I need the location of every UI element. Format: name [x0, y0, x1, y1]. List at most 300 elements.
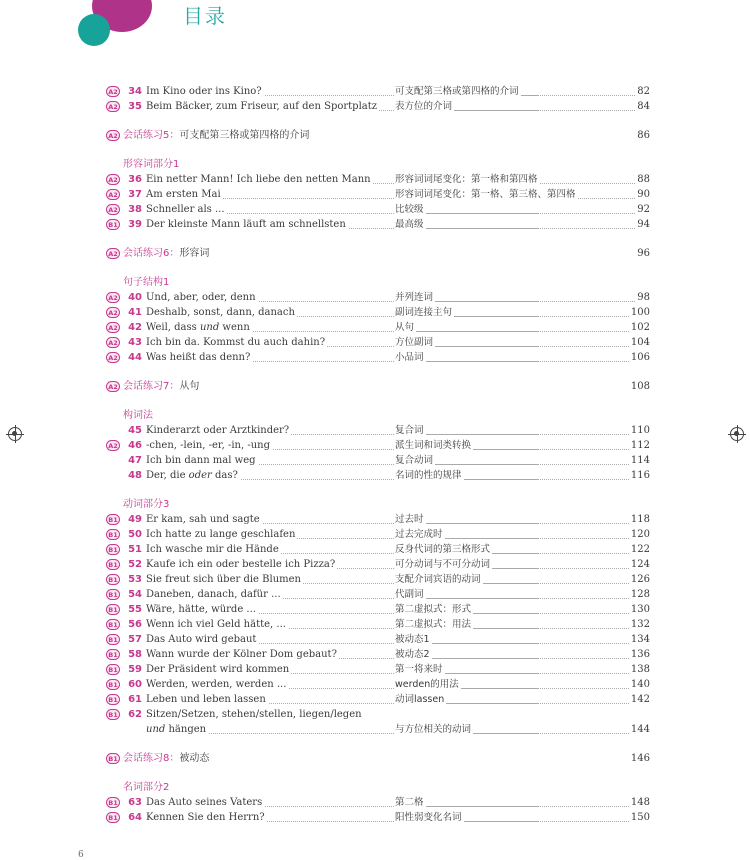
page-number — [620, 572, 650, 587]
page-number-text: 114 — [630, 455, 650, 466]
exercise-topic: 可支配第三格或第四格的介词 — [179, 130, 310, 141]
chinese-topic-text: 名词的性的规律 — [395, 470, 462, 481]
chapter-title-text: Wäre, hätte, würde ... — [146, 604, 256, 615]
toc-exercise-row[interactable] — [0, 246, 750, 261]
page-number — [620, 557, 650, 572]
chapter-title-text: Am ersten Mai — [146, 189, 221, 200]
chinese-topic-text: 复合词 — [395, 425, 424, 436]
level-badge: A2 — [106, 440, 120, 451]
page-number-text: 98 — [637, 292, 650, 303]
chapter-title-text: Ich bin da. Kommst du auch dahin? — [146, 337, 326, 348]
page-number — [620, 335, 650, 350]
page-number: 86 — [637, 130, 650, 141]
toc-entry-row[interactable] — [0, 527, 750, 542]
chinese-topic-text: 复合动词 — [395, 455, 434, 466]
chinese-topic-text: 与方位相关的动词 — [395, 724, 472, 735]
toc-gap — [0, 737, 750, 751]
leader-dots — [395, 361, 635, 362]
chinese-topic-text: 支配介词宾语的动词 — [395, 574, 481, 585]
exercise-topic: 形容词 — [179, 248, 210, 259]
chapter-title-text: Sie freut sich über die Blumen — [146, 574, 301, 585]
chinese-topic-text: 副词连接主句 — [395, 307, 453, 318]
toc-entry-row[interactable] — [0, 557, 750, 572]
level-badge: B1 — [106, 694, 120, 705]
page-number — [620, 172, 650, 187]
chapter-title — [146, 707, 364, 735]
chapter-title-text: Im Kino oder ins Kino? — [146, 86, 262, 97]
chapter-number: 43 — [128, 337, 142, 348]
chinese-topic-text: 方位副词 — [395, 337, 434, 348]
page-number-text: 102 — [630, 322, 650, 333]
chapter-title — [146, 84, 264, 99]
leader-dots — [395, 523, 635, 524]
chinese-topic — [395, 320, 416, 335]
chapter-title-text: Schneller als ... — [146, 204, 225, 215]
chinese-topic — [395, 453, 435, 468]
leader-dots — [395, 598, 635, 599]
chinese-topic-text: 代副词 — [395, 589, 424, 600]
chinese-topic-text: 可分动词与不可分动词 — [395, 559, 491, 570]
toc-entry-row[interactable] — [0, 290, 750, 305]
chapter-number: 56 — [128, 619, 142, 630]
toc-gap — [0, 261, 750, 275]
toc-entry-row[interactable] — [0, 423, 750, 438]
toc-entry-row[interactable] — [0, 320, 750, 335]
chinese-topic-text: 过去时 — [395, 514, 424, 525]
level-badge: A2 — [106, 130, 120, 141]
registration-mark-icon — [8, 427, 22, 441]
level-badge: B1 — [106, 529, 120, 540]
toc-entry-row[interactable] — [0, 632, 750, 647]
toc-section-heading — [0, 157, 750, 172]
page-number-text: 120 — [630, 529, 650, 540]
toc-section-heading — [0, 275, 750, 290]
level-badge: A2 — [106, 189, 120, 200]
chinese-topic-text: 过去完成时 — [395, 529, 443, 540]
toc-entry-row[interactable] — [0, 202, 750, 217]
chapter-number: 34 — [128, 86, 142, 97]
chinese-topic — [395, 527, 445, 542]
chinese-topic-text: 最高级 — [395, 219, 424, 230]
chapter-title-text: Kennen Sie den Herrn? — [146, 812, 265, 823]
chapter-title — [146, 438, 272, 453]
level-badge: B1 — [106, 664, 120, 675]
page-number-text: 128 — [630, 589, 650, 600]
chinese-topic — [395, 677, 461, 692]
page-number — [620, 795, 650, 810]
chinese-topic — [395, 512, 426, 527]
chinese-topic — [395, 423, 426, 438]
toc-entry-row[interactable] — [0, 468, 750, 483]
page-number — [620, 527, 650, 542]
chapter-number: 57 — [128, 634, 142, 645]
chapter-number: 55 — [128, 604, 142, 615]
chinese-topic-text: 形容词词尾变化：第一格、第三格、第四格 — [395, 189, 576, 200]
chapter-title-text: Kinderarzt oder Arztkinder? — [146, 425, 290, 436]
toc-entry-row[interactable] — [0, 438, 750, 453]
chapter-title-text: Ein netter Mann! Ich liebe den netten Mann — [146, 174, 371, 185]
chapter-title-text: Das Auto seines Vaters — [146, 797, 263, 808]
exercise-topic: 被动态 — [179, 753, 210, 764]
page-number-text: 104 — [630, 337, 650, 348]
chapter-title — [146, 512, 262, 527]
level-badge: B1 — [106, 649, 120, 660]
page-number-text: 130 — [630, 604, 650, 615]
chinese-topic-text: 第二虚拟式：用法 — [395, 619, 472, 630]
chapter-title-text: Ich wasche mir die Hände — [146, 544, 279, 555]
chinese-topic — [395, 84, 521, 99]
page-number — [620, 542, 650, 557]
chapter-title — [146, 572, 303, 587]
chinese-topic — [395, 305, 454, 320]
page-number: 96 — [637, 248, 650, 259]
page-number-text: 100 — [630, 307, 650, 318]
chinese-topic-text: 被动态2 — [395, 649, 430, 660]
level-badge: B1 — [106, 219, 120, 230]
chinese-topic — [395, 632, 432, 647]
page-number-text: 92 — [637, 204, 650, 215]
toc-entry-row[interactable] — [0, 810, 750, 825]
chapter-number: 59 — [128, 664, 142, 675]
toc-entry-row[interactable] — [0, 572, 750, 587]
chapter-title — [146, 617, 288, 632]
level-badge: A2 — [106, 204, 120, 215]
chapter-number: 51 — [128, 544, 142, 555]
chapter-title — [146, 172, 373, 187]
chinese-topic — [395, 290, 435, 305]
chinese-topic — [395, 350, 426, 365]
chapter-number: 37 — [128, 189, 142, 200]
table-of-contents — [0, 84, 750, 825]
chapter-number: 63 — [128, 797, 142, 808]
chinese-topic — [395, 99, 454, 114]
chinese-topic-text: 动词lassen — [395, 694, 445, 705]
footer-page-number: 6 — [78, 850, 84, 860]
page-number-text: 124 — [630, 559, 650, 570]
level-badge: B1 — [106, 797, 120, 808]
level-badge: B1 — [106, 709, 120, 720]
toc-exercise-row[interactable] — [0, 128, 750, 143]
page-number-text: 144 — [630, 724, 650, 735]
leader-dots — [395, 228, 635, 229]
page-number — [620, 202, 650, 217]
page-number-text: 140 — [630, 679, 650, 690]
exercise-topic: 从句 — [179, 381, 200, 392]
level-badge: B1 — [106, 619, 120, 630]
chapter-title-text: Kaufe ich ein oder bestelle ich Pizza? — [146, 559, 336, 570]
chinese-topic-text: 从句 — [395, 322, 415, 333]
chinese-topic-text: werden的用法 — [395, 679, 459, 690]
section-title: 构词法 — [123, 410, 153, 421]
page-number-text: 134 — [630, 634, 650, 645]
level-badge: A2 — [106, 307, 120, 318]
chapter-title — [146, 217, 348, 232]
chapter-title-text: Was heißt das denn? — [146, 352, 251, 363]
toc-entry-row[interactable] — [0, 617, 750, 632]
page-number-text: 84 — [637, 101, 650, 112]
chapter-title-text: Der Präsident wird kommen — [146, 664, 290, 675]
page-number-text: 110 — [630, 425, 650, 436]
exercise-title: 会话练习8：被动态 — [123, 753, 210, 764]
chapter-title-text: Ich bin dann mal weg — [146, 455, 256, 466]
page-number-text: 90 — [637, 189, 650, 200]
toc-gap — [0, 114, 750, 128]
chapter-number: 46 — [128, 440, 142, 451]
page-number — [620, 305, 650, 320]
chapter-title-text: Deshalb, sonst, dann, danach — [146, 307, 295, 318]
toc-entry-row[interactable] — [0, 305, 750, 320]
registration-mark-icon — [730, 427, 744, 441]
chinese-topic-text: 第二虚拟式：形式 — [395, 604, 472, 615]
level-badge: A2 — [106, 174, 120, 185]
page-number-text: 138 — [630, 664, 650, 675]
page-number-text: 132 — [630, 619, 650, 630]
page-number — [620, 647, 650, 662]
chapter-number: 64 — [128, 812, 142, 823]
chinese-topic — [395, 647, 432, 662]
chapter-title — [146, 99, 379, 114]
level-badge: A2 — [106, 292, 120, 303]
chinese-topic — [395, 572, 483, 587]
chapter-title-text: -chen, -lein, -er, -in, -ung — [146, 440, 270, 451]
page-number — [620, 99, 650, 114]
toc-entry-row[interactable] — [0, 187, 750, 202]
toc-entry-row[interactable] — [0, 602, 750, 617]
page-number-text: 122 — [630, 544, 650, 555]
toc-entry-row[interactable] — [0, 587, 750, 602]
toc-entry-row[interactable] — [0, 692, 750, 707]
chapter-title — [146, 453, 258, 468]
chinese-topic — [395, 542, 492, 557]
toc-entry-row[interactable] — [0, 217, 750, 232]
level-badge: B1 — [106, 589, 120, 600]
toc-gap — [0, 365, 750, 379]
toc-entry-row[interactable] — [0, 350, 750, 365]
page-number — [620, 512, 650, 527]
page-number — [620, 662, 650, 677]
chapter-title-text: Der, die oder das? — [146, 470, 238, 481]
toc-entry-row[interactable] — [0, 677, 750, 692]
exercise-title: 会话练习5：可支配第三格或第四格的介词 — [123, 130, 310, 141]
chapter-number: 42 — [128, 322, 142, 333]
chapter-title-text: Ich hatte zu lange geschlafen — [146, 529, 296, 540]
exercise-title: 会话练习7：从句 — [123, 381, 200, 392]
page-number-text: 94 — [637, 219, 650, 230]
page-number-text: 118 — [630, 514, 650, 525]
level-badge: A2 — [106, 381, 120, 392]
chinese-topic-text: 形容词词尾变化：第一格和第四格 — [395, 174, 538, 185]
chapter-title-text: Beim Bäcker, zum Friseur, auf den Sportplatz — [146, 101, 378, 112]
toc-entry-row[interactable] — [0, 662, 750, 677]
leader-dots — [395, 331, 635, 332]
page-number — [620, 587, 650, 602]
page-number-text: 142 — [630, 694, 650, 705]
chapter-title — [146, 810, 267, 825]
chinese-topic-text: 第一将来时 — [395, 664, 443, 675]
page-number: 108 — [630, 381, 650, 392]
page-number — [620, 453, 650, 468]
page-number — [620, 290, 650, 305]
chapter-title — [146, 320, 252, 335]
level-badge: B1 — [106, 514, 120, 525]
level-badge: A2 — [106, 101, 120, 112]
chapter-title — [146, 602, 258, 617]
toc-entry-row[interactable] — [0, 99, 750, 114]
chapter-title-text: Leben und leben lassen — [146, 694, 266, 705]
chinese-topic — [395, 587, 426, 602]
chapter-title — [146, 677, 288, 692]
toc-entry-row[interactable] — [0, 453, 750, 468]
page-title: 目录 — [183, 4, 227, 28]
chapter-number: 58 — [128, 649, 142, 660]
page-number — [620, 187, 650, 202]
chinese-topic-text: 表方位的介词 — [395, 101, 453, 112]
chapter-number: 38 — [128, 204, 142, 215]
chinese-topic — [395, 335, 435, 350]
toc-entry-row[interactable] — [0, 795, 750, 810]
chinese-topic-text: 被动态1 — [395, 634, 430, 645]
toc-entry-row[interactable] — [0, 172, 750, 187]
chinese-topic-text: 派生词和词类转换 — [395, 440, 472, 451]
chapter-title — [146, 795, 264, 810]
chapter-title — [146, 692, 268, 707]
chapter-title-text: Er kam, sah und sagte — [146, 514, 260, 525]
level-badge: B1 — [106, 544, 120, 555]
chapter-number: 54 — [128, 589, 142, 600]
page-number — [620, 423, 650, 438]
chapter-number: 52 — [128, 559, 142, 570]
page-number — [620, 810, 650, 825]
chapter-title-text: Wenn ich viel Geld hätte, ... — [146, 619, 286, 630]
page-number — [620, 602, 650, 617]
leader-dots — [395, 213, 635, 214]
page-number-text: 150 — [630, 812, 650, 823]
logo-teal-shape — [78, 14, 110, 46]
chapter-title — [146, 423, 291, 438]
toc-entry-row[interactable] — [0, 542, 750, 557]
chapter-number: 62 — [128, 709, 142, 720]
toc-gap — [0, 483, 750, 497]
toc-section-heading — [0, 497, 750, 512]
page-number-text: 88 — [637, 174, 650, 185]
chinese-topic-text: 小品词 — [395, 352, 424, 363]
chapter-number: 47 — [128, 455, 142, 466]
chapter-title — [146, 350, 252, 365]
section-title: 动词部分3 — [123, 499, 170, 510]
chinese-topic — [395, 722, 473, 737]
chinese-topic — [395, 662, 445, 677]
chinese-topic-text: 比较级 — [395, 204, 424, 215]
toc-entry-row[interactable] — [0, 647, 750, 662]
page-number — [620, 438, 650, 453]
page-number — [620, 320, 650, 335]
chapter-number: 44 — [128, 352, 142, 363]
page-number-text: 112 — [630, 440, 650, 451]
chapter-title — [146, 290, 258, 305]
page-number — [620, 350, 650, 365]
chapter-title — [146, 335, 327, 350]
toc-gap — [0, 766, 750, 780]
toc-gap — [0, 394, 750, 408]
level-badge: B1 — [106, 753, 120, 764]
chinese-topic — [395, 795, 426, 810]
page-number — [620, 617, 650, 632]
chapter-title — [146, 557, 337, 572]
chapter-number: 35 — [128, 101, 142, 112]
toc-exercise-row[interactable] — [0, 379, 750, 394]
section-title: 名词部分2 — [123, 782, 170, 793]
chinese-topic — [395, 438, 473, 453]
chapter-title-text: Wann wurde der Kölner Dom gebaut? — [146, 649, 337, 660]
toc-entry-row[interactable] — [0, 335, 750, 350]
chapter-title-text: Werden, werden, werden ... — [146, 679, 287, 690]
chinese-topic — [395, 617, 473, 632]
level-badge: A2 — [106, 322, 120, 333]
chapter-title — [146, 662, 291, 677]
level-badge: B1 — [106, 574, 120, 585]
toc-entry-row[interactable] — [0, 512, 750, 527]
chapter-number: 53 — [128, 574, 142, 585]
page-number-text: 136 — [630, 649, 650, 660]
chapter-title — [146, 587, 283, 602]
chapter-number: 50 — [128, 529, 142, 540]
chinese-topic-text: 可支配第三格或第四格的介词 — [395, 86, 519, 97]
chapter-number: 41 — [128, 307, 142, 318]
chapter-title — [146, 542, 281, 557]
level-badge: B1 — [106, 812, 120, 823]
page-number — [620, 722, 650, 737]
chinese-topic — [395, 557, 492, 572]
toc-exercise-row[interactable] — [0, 751, 750, 766]
page-number — [620, 217, 650, 232]
exercise-title: 会话练习6：形容词 — [123, 248, 210, 259]
chinese-topic — [395, 468, 464, 483]
chinese-topic — [395, 217, 426, 232]
level-badge: A2 — [106, 352, 120, 363]
toc-entry-row[interactable] — [0, 84, 750, 99]
toc-section-heading — [0, 780, 750, 795]
toc-entry-row[interactable] — [0, 707, 750, 737]
chinese-topic — [395, 202, 426, 217]
chapter-title — [146, 468, 240, 483]
page-number-text: 82 — [637, 86, 650, 97]
chinese-topic-text: 阳性弱变化名词 — [395, 812, 462, 823]
chinese-topic — [395, 810, 464, 825]
chapter-number: 45 — [128, 425, 142, 436]
chapter-title — [146, 202, 227, 217]
level-badge: B1 — [106, 634, 120, 645]
level-badge: B1 — [106, 604, 120, 615]
leader-dots — [395, 806, 635, 807]
section-title: 句子结构1 — [123, 277, 170, 288]
level-badge: B1 — [106, 679, 120, 690]
toc-gap — [0, 232, 750, 246]
chapter-number: 48 — [128, 470, 142, 481]
chapter-title — [146, 647, 339, 662]
chinese-topic — [395, 692, 446, 707]
chapter-title-text: Und, aber, oder, denn — [146, 292, 256, 303]
chapter-title — [146, 187, 223, 202]
chapter-number: 60 — [128, 679, 142, 690]
chapter-number: 49 — [128, 514, 142, 525]
page-number — [620, 632, 650, 647]
chapter-title-text: Weil, dass und wenn — [146, 322, 250, 333]
toc-section-heading — [0, 408, 750, 423]
chinese-topic — [395, 172, 540, 187]
page-number — [620, 468, 650, 483]
chapter-title — [146, 527, 297, 542]
page-number-text: 148 — [630, 797, 650, 808]
